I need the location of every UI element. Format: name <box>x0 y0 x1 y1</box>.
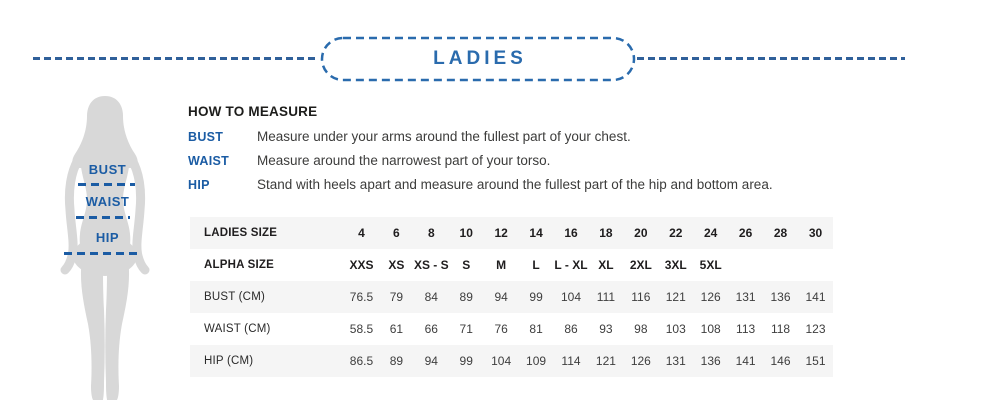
table-cell: 118 <box>770 322 791 336</box>
table-cell: 104 <box>491 354 512 368</box>
table-cell: 103 <box>665 322 686 336</box>
table-cell: 6 <box>393 226 400 240</box>
table-cell: 5XL <box>699 258 722 272</box>
table-cell <box>798 249 833 281</box>
measure-term: WAIST <box>188 154 230 168</box>
table-cell: 108 <box>700 322 721 336</box>
divider-dash-right <box>637 57 905 60</box>
table-cell: 10 <box>459 226 473 240</box>
female-silhouette-figure <box>55 94 160 406</box>
table-cell: 114 <box>561 354 581 368</box>
table-cell: 3XL <box>664 258 687 272</box>
table-cell: 86.5 <box>349 354 374 368</box>
table-cell: XS - S <box>413 258 449 272</box>
row-label: WAIST (CM) <box>204 323 271 335</box>
table-row <box>190 345 833 377</box>
how-to-measure-title: HOW TO MEASURE <box>188 104 318 119</box>
table-cell: 99 <box>459 354 473 368</box>
table-cell: 22 <box>669 226 683 240</box>
table-cell: 89 <box>389 354 404 368</box>
table-cell: 89 <box>459 290 473 304</box>
table-cell: M <box>496 258 507 272</box>
table-cell: 131 <box>665 354 686 368</box>
table-cell: 24 <box>704 226 718 240</box>
table-cell: 81 <box>529 322 543 336</box>
table-cell: 30 <box>808 226 823 240</box>
table-cell: 16 <box>564 226 578 240</box>
table-cell: 4 <box>358 226 365 240</box>
table-cell: 151 <box>805 354 826 368</box>
table-cell: 12 <box>494 226 508 240</box>
measure-row-waist <box>188 153 888 168</box>
female-silhouette <box>60 96 150 402</box>
table-cell: 121 <box>665 290 686 304</box>
row-label: HIP (CM) <box>204 355 254 367</box>
table-cell: 126 <box>630 354 651 368</box>
table-cell: 58.5 <box>349 322 374 336</box>
table-cell: 126 <box>700 290 721 304</box>
table-cell: 66 <box>424 322 438 336</box>
table-row <box>190 313 833 345</box>
table-cell: 76.5 <box>349 290 374 304</box>
table-cell: 141 <box>805 290 826 304</box>
measure-description: Measure around the narrowest part of your torso. <box>257 153 551 168</box>
table-cell: 111 <box>596 290 616 304</box>
table-cell: 131 <box>735 290 756 304</box>
table-cell: 93 <box>599 322 613 336</box>
table-cell: L <box>532 258 540 272</box>
size-table <box>190 217 833 377</box>
table-cell: 2XL <box>629 258 652 272</box>
table-cell: 20 <box>634 226 648 240</box>
table-cell: 28 <box>773 226 788 240</box>
figure-waist-dash-line <box>76 216 130 219</box>
divider-dash-left <box>33 57 319 60</box>
figure-hip-dash-line <box>64 252 141 255</box>
measure-row-bust <box>188 129 888 144</box>
measure-row-hip <box>188 177 888 192</box>
table-cell: 71 <box>459 322 473 336</box>
table-cell: 141 <box>735 354 756 368</box>
table-cell: 94 <box>424 354 438 368</box>
table-cell: 26 <box>738 226 753 240</box>
table-row <box>190 249 833 281</box>
figure-bust-dash-line <box>78 183 135 186</box>
measure-term: BUST <box>188 130 224 144</box>
table-cell: 136 <box>770 290 791 304</box>
how-to-measure-section <box>188 104 888 201</box>
table-cell: 84 <box>424 290 438 304</box>
table-row <box>190 281 833 313</box>
table-cell: 86 <box>564 322 578 336</box>
row-label: ALPHA SIZE <box>204 259 274 271</box>
figure-bust-label: BUST <box>88 162 127 177</box>
table-cell: 146 <box>770 354 791 368</box>
ladies-pill <box>320 36 636 82</box>
table-cell: 94 <box>494 290 508 304</box>
table-cell: 123 <box>805 322 826 336</box>
table-cell: 136 <box>700 354 721 368</box>
measure-description: Stand with heels apart and measure around the fullest part of the hip and bottom area. <box>257 177 773 192</box>
table-cell: XS <box>388 258 405 272</box>
table-cell: 18 <box>599 226 613 240</box>
row-label: LADIES SIZE <box>204 227 278 239</box>
table-cell: 14 <box>529 226 543 240</box>
figure-waist-label: WAIST <box>85 194 130 209</box>
table-cell: 104 <box>560 290 581 304</box>
table-cell: 109 <box>526 354 547 368</box>
table-cell: 116 <box>631 290 651 304</box>
measure-description: Measure under your arms around the fullest part of your chest. <box>257 129 631 144</box>
table-row <box>190 217 833 249</box>
table-cell: 99 <box>529 290 543 304</box>
table-cell: 61 <box>389 322 404 336</box>
table-cell: 113 <box>736 322 756 336</box>
row-label: BUST (CM) <box>204 291 266 303</box>
figure-hip-label: HIP <box>95 230 120 245</box>
table-cell: XL <box>598 258 614 272</box>
table-cell: 79 <box>389 290 404 304</box>
table-cell <box>728 249 763 281</box>
table-cell <box>763 249 798 281</box>
table-cell: XXS <box>349 258 374 272</box>
measure-term: HIP <box>188 178 210 192</box>
table-cell: 8 <box>427 226 435 240</box>
table-cell: 121 <box>595 354 616 368</box>
table-cell: L - XL <box>554 258 588 272</box>
size-table-body <box>190 217 833 377</box>
table-cell: 98 <box>634 322 648 336</box>
table-cell: S <box>462 258 471 272</box>
section-title: LADIES <box>433 48 527 69</box>
table-cell: 76 <box>494 322 508 336</box>
